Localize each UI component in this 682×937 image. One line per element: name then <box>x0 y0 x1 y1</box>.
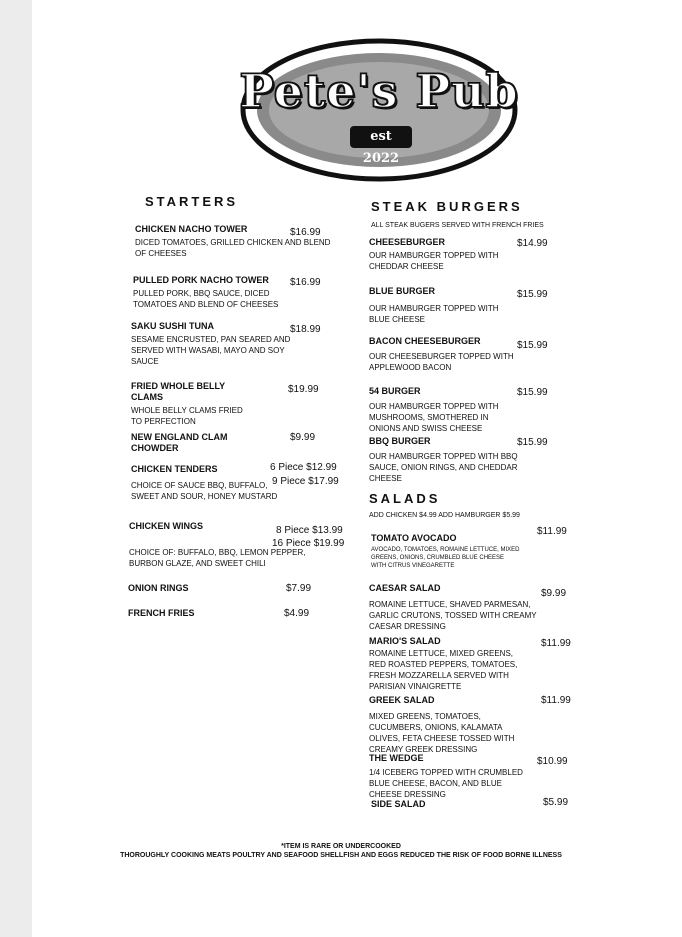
item-name: CAESAR SALAD <box>369 583 441 593</box>
salads-note: ADD CHICKEN $4.99 ADD HAMBURGER $5.99 <box>369 512 520 519</box>
menu-item <box>369 436 524 484</box>
item-name: BLUE BURGER <box>369 286 436 296</box>
item-name: FRENCH FRIES <box>128 608 195 618</box>
item-name: TOMATO AVOCADO <box>371 533 457 543</box>
item-name: CHICKEN TENDERS <box>131 464 218 474</box>
item-price: $14.99 <box>517 238 548 249</box>
item-name: GREEK SALAD <box>369 695 435 705</box>
item-price: $9.99 <box>541 588 567 599</box>
item-desc: PULLED PORK, BBQ SAUCE, DICED TOMATOES AND BLEND OF CHEESES <box>133 289 279 309</box>
logo-established: est 2022 <box>350 126 412 148</box>
logo-title: Pete's Pub <box>239 64 519 118</box>
menu-item <box>369 386 519 434</box>
item-price: $5.99 <box>543 797 569 808</box>
item-price: $16.99 <box>290 227 321 238</box>
item-desc: WHOLE BELLY CLAMS FRIED TO PERFECTION <box>131 406 243 426</box>
item-desc: MIXED GREENS, TOMATOES, CUCUMBERS, ONIONS, KALAMATA OLIVES, FETA CHEESE TOSSED WITH CREAMY GREEK DRESSING <box>369 712 515 754</box>
menu-item <box>131 464 291 502</box>
item-price: $15.99 <box>517 289 548 300</box>
item-name: FRIED WHOLE BELLY CLAMS <box>131 381 226 402</box>
item-name: CHICKEN NACHO TOWER <box>135 224 248 234</box>
menu-page <box>32 0 682 937</box>
menu-item <box>369 336 519 373</box>
item-name: MARIO'S SALAD <box>369 636 441 646</box>
menu-item <box>369 636 519 692</box>
item-name: CHICKEN WINGS <box>129 521 203 531</box>
item-price: 8 Piece $13.99 <box>276 525 343 536</box>
item-price: $15.99 <box>517 387 548 398</box>
item-name: THE WEDGE <box>369 753 424 763</box>
item-name: 54 BURGER <box>369 386 421 396</box>
item-name: NEW ENGLAND CLAM CHOWDER <box>131 432 228 453</box>
menu-item <box>369 753 529 800</box>
menu-item <box>131 432 246 454</box>
starters-title: STARTERS <box>145 194 239 209</box>
menu-item <box>369 237 539 272</box>
item-price: $11.99 <box>541 695 571 706</box>
menu-item <box>371 533 521 570</box>
burgers-title: STEAK BURGERS <box>371 199 523 214</box>
item-desc: SESAME ENCRUSTED, PAN SEARED AND SERVED WITH WASABI, MAYO AND SOY SAUCE <box>131 335 291 366</box>
item-desc: AVOCADO, TOMATOES, ROMAINE LETTUCE, MIXED GREENS, ONIONS, CRUMBLED BLUE CHEESE WITH CITRUS VINEGARETTE <box>371 547 520 569</box>
item-desc: OUR HAMBURGER TOPPED WITH BLUE CHEESE <box>369 304 499 324</box>
item-price: $4.99 <box>284 608 310 619</box>
footer-disclaimer: THOROUGHLY COOKING MEATS POULTRY AND SEAFOOD SHELLFISH AND EGGS REDUCED THE RISK OF FOOD BORNE ILLNESS <box>120 852 562 859</box>
menu-item <box>128 608 248 619</box>
item-price: $11.99 <box>541 638 571 649</box>
item-price: $9.99 <box>290 432 316 443</box>
item-price-alt: 16 Piece $19.99 <box>272 538 345 549</box>
item-price: $19.99 <box>288 384 319 395</box>
item-desc: ROMAINE LETTUCE, MIXED GREENS, RED ROASTED PEPPERS, TOMATOES, FRESH MOZZARELLA SERVED WITH PARISIAN VINAIGRETTE <box>369 649 518 691</box>
menu-item <box>369 583 544 632</box>
item-price: $15.99 <box>517 340 548 351</box>
item-name: ONION RINGS <box>128 583 189 593</box>
item-desc: OUR HAMBURGER TOPPED WITH CHEDDAR CHEESE <box>369 251 499 271</box>
burgers-note: ALL STEAK BUGERS SERVED WITH FRENCH FRIES <box>371 222 544 229</box>
menu-item <box>369 286 519 325</box>
item-desc: DICED TOMATOES, GRILLED CHICKEN AND BLEND OF CHEESES <box>135 238 331 258</box>
item-desc: OUR CHEESEBURGER TOPPED WITH APPLEWOOD BACON <box>369 352 514 372</box>
item-price: $7.99 <box>286 583 312 594</box>
menu-item <box>369 695 519 755</box>
item-desc: CHOICE OF SAUCE BBQ, BUFFALO, SWEET AND SOUR, HONEY MUSTARD <box>131 481 278 501</box>
item-name: BBQ BURGER <box>369 436 431 446</box>
item-desc: ROMAINE LETTUCE, SHAVED PARMESAN, GARLIC CRUTONS, TOSSED WITH CREAMY CAESAR DRESSING <box>369 600 537 631</box>
item-desc: 1/4 ICEBERG TOPPED WITH CRUMBLED BLUE CHEESE, BACON, AND BLUE CHEESE DRESSING <box>369 768 523 799</box>
item-price: $16.99 <box>290 277 321 288</box>
menu-item <box>131 381 251 427</box>
salads-title: SALADS <box>369 491 441 506</box>
footer-warning: *ITEM IS RARE OR UNDERCOOKED <box>281 843 401 850</box>
item-name: PULLED PORK NACHO TOWER <box>133 275 269 285</box>
item-desc: OUR HAMBURGER TOPPED WITH MUSHROOMS, SMOTHERED IN ONIONS AND SWISS CHEESE <box>369 402 499 433</box>
item-name: CHEESEBURGER <box>369 237 446 247</box>
menu-item <box>131 321 296 367</box>
item-price: $15.99 <box>517 437 548 448</box>
item-desc: OUR HAMBURGER TOPPED WITH BBQ SAUCE, ONION RINGS, AND CHEDDAR CHEESE <box>369 452 518 483</box>
menu-item <box>128 583 248 594</box>
item-price-alt: 9 Piece $17.99 <box>272 476 339 487</box>
item-name: BACON CHEESEBURGER <box>369 336 481 346</box>
item-name: SAKU SUSHI TUNA <box>131 321 215 331</box>
menu-item <box>371 799 491 810</box>
item-desc: CHOICE OF: BUFFALO, BBQ, LEMON PEPPER, BURBON GLAZE, AND SWEET CHILI <box>129 548 306 568</box>
menu-item <box>133 275 298 310</box>
item-price: $10.99 <box>537 756 568 767</box>
item-name: SIDE SALAD <box>371 799 426 809</box>
item-price: $11.99 <box>537 526 567 537</box>
pub-logo <box>238 36 520 184</box>
item-price: 6 Piece $12.99 <box>270 462 337 473</box>
item-price: $18.99 <box>290 324 321 335</box>
